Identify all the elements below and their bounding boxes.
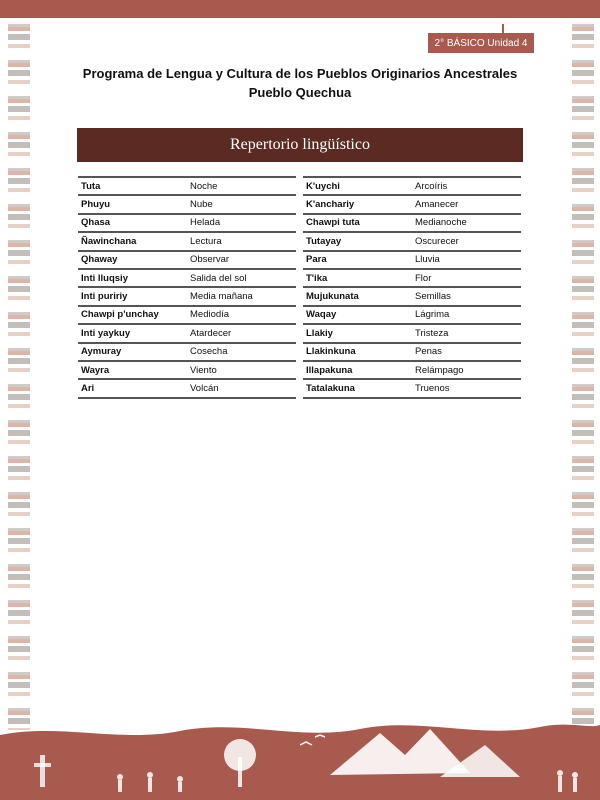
spanish-translation: Penas — [412, 343, 521, 361]
footer-landscape-illustration — [0, 715, 600, 800]
quechua-word: Chawpi p'unchay — [78, 306, 187, 324]
right-woven-border — [572, 18, 594, 730]
quechua-word: Inti lluqsiy — [78, 269, 187, 287]
vocabulary-row — [78, 232, 296, 250]
spanish-translation: Volcán — [187, 379, 296, 397]
spanish-translation: Relámpago — [412, 361, 521, 379]
vocabulary-row — [78, 214, 296, 232]
vocabulary-row — [303, 195, 521, 213]
vocabulary-row — [303, 379, 521, 397]
vocabulary-row — [303, 177, 521, 195]
spanish-translation: Lágrima — [412, 306, 521, 324]
left-woven-border — [8, 18, 30, 730]
spanish-translation: Flor — [412, 269, 521, 287]
vocabulary-row — [78, 251, 296, 269]
quechua-word: Chawpi tuta — [303, 214, 412, 232]
spanish-translation: Amanecer — [412, 195, 521, 213]
quechua-word: Mujukunata — [303, 287, 412, 305]
spanish-translation: Lluvia — [412, 251, 521, 269]
vocabulary-row — [78, 287, 296, 305]
quechua-word: Aymuray — [78, 343, 187, 361]
quechua-word: Illapakuna — [303, 361, 412, 379]
section-title: Repertorio lingüístico — [230, 136, 370, 153]
quechua-word: Phuyu — [78, 195, 187, 213]
quechua-word: Ñawinchana — [78, 232, 187, 250]
quechua-word: Ari — [78, 379, 187, 397]
quechua-word: K'anchariy — [303, 195, 412, 213]
quechua-word: Inti yaykuy — [78, 324, 187, 342]
vocabulary-row — [78, 306, 296, 324]
quechua-word: Inti puririy — [78, 287, 187, 305]
spanish-translation: Lectura — [187, 232, 296, 250]
vocabulary-table-left — [78, 176, 296, 399]
spanish-translation: Semillas — [412, 287, 521, 305]
quechua-word: Para — [303, 251, 412, 269]
quechua-word: Tatalakuna — [303, 379, 412, 397]
spanish-translation: Tristeza — [412, 324, 521, 342]
vocabulary-row — [303, 287, 521, 305]
spanish-translation: Oscurecer — [412, 232, 521, 250]
vocabulary-row — [303, 361, 521, 379]
unit-badge — [428, 33, 534, 53]
spanish-translation: Observar — [187, 251, 296, 269]
section-header — [77, 128, 523, 162]
spanish-translation: Salida del sol — [187, 269, 296, 287]
unit-badge-label: 2° BÁSICO Unidad 4 — [434, 37, 528, 49]
quechua-word: Llakinkuna — [303, 343, 412, 361]
quechua-word: Wayra — [78, 361, 187, 379]
quechua-word: Qhaway — [78, 251, 187, 269]
vocabulary-row — [78, 324, 296, 342]
vocabulary-row — [78, 343, 296, 361]
vocabulary-table-right — [303, 176, 521, 399]
spanish-translation: Medianoche — [412, 214, 521, 232]
quechua-word: Tuta — [78, 177, 187, 195]
spanish-translation: Atardecer — [187, 324, 296, 342]
spanish-translation: Mediodía — [187, 306, 296, 324]
vocabulary-row — [303, 306, 521, 324]
quechua-word: Waqay — [303, 306, 412, 324]
spanish-translation: Truenos — [412, 379, 521, 397]
spanish-translation: Viento — [187, 361, 296, 379]
title-line-2: Pueblo Quechua — [248, 85, 352, 100]
top-decorative-band — [0, 0, 600, 18]
spanish-translation: Nube — [187, 195, 296, 213]
quechua-word: Tutayay — [303, 232, 412, 250]
vocabulary-row — [303, 269, 521, 287]
vocabulary-row — [303, 232, 521, 250]
spanish-translation: Arcoíris — [412, 177, 521, 195]
quechua-word: Llakiy — [303, 324, 412, 342]
spanish-translation: Media mañana — [187, 287, 296, 305]
vocabulary-row — [78, 177, 296, 195]
spanish-translation: Cosecha — [187, 343, 296, 361]
quechua-word: T'ika — [303, 269, 412, 287]
vocabulary-row — [303, 214, 521, 232]
document-title — [60, 64, 540, 102]
spanish-translation: Noche — [187, 177, 296, 195]
vocabulary-row — [303, 251, 521, 269]
quechua-word: Qhasa — [78, 214, 187, 232]
title-line-1: Programa de Lengua y Cultura de los Pueblos Originarios Ancestrales — [82, 66, 518, 81]
vocabulary-row — [78, 361, 296, 379]
vocabulary-row — [303, 343, 521, 361]
vocabulary-row — [78, 195, 296, 213]
spanish-translation: Helada — [187, 214, 296, 232]
vocabulary-row — [78, 379, 296, 397]
quechua-word: K'uychi — [303, 177, 412, 195]
vocabulary-row — [303, 324, 521, 342]
vocabulary-row — [78, 269, 296, 287]
